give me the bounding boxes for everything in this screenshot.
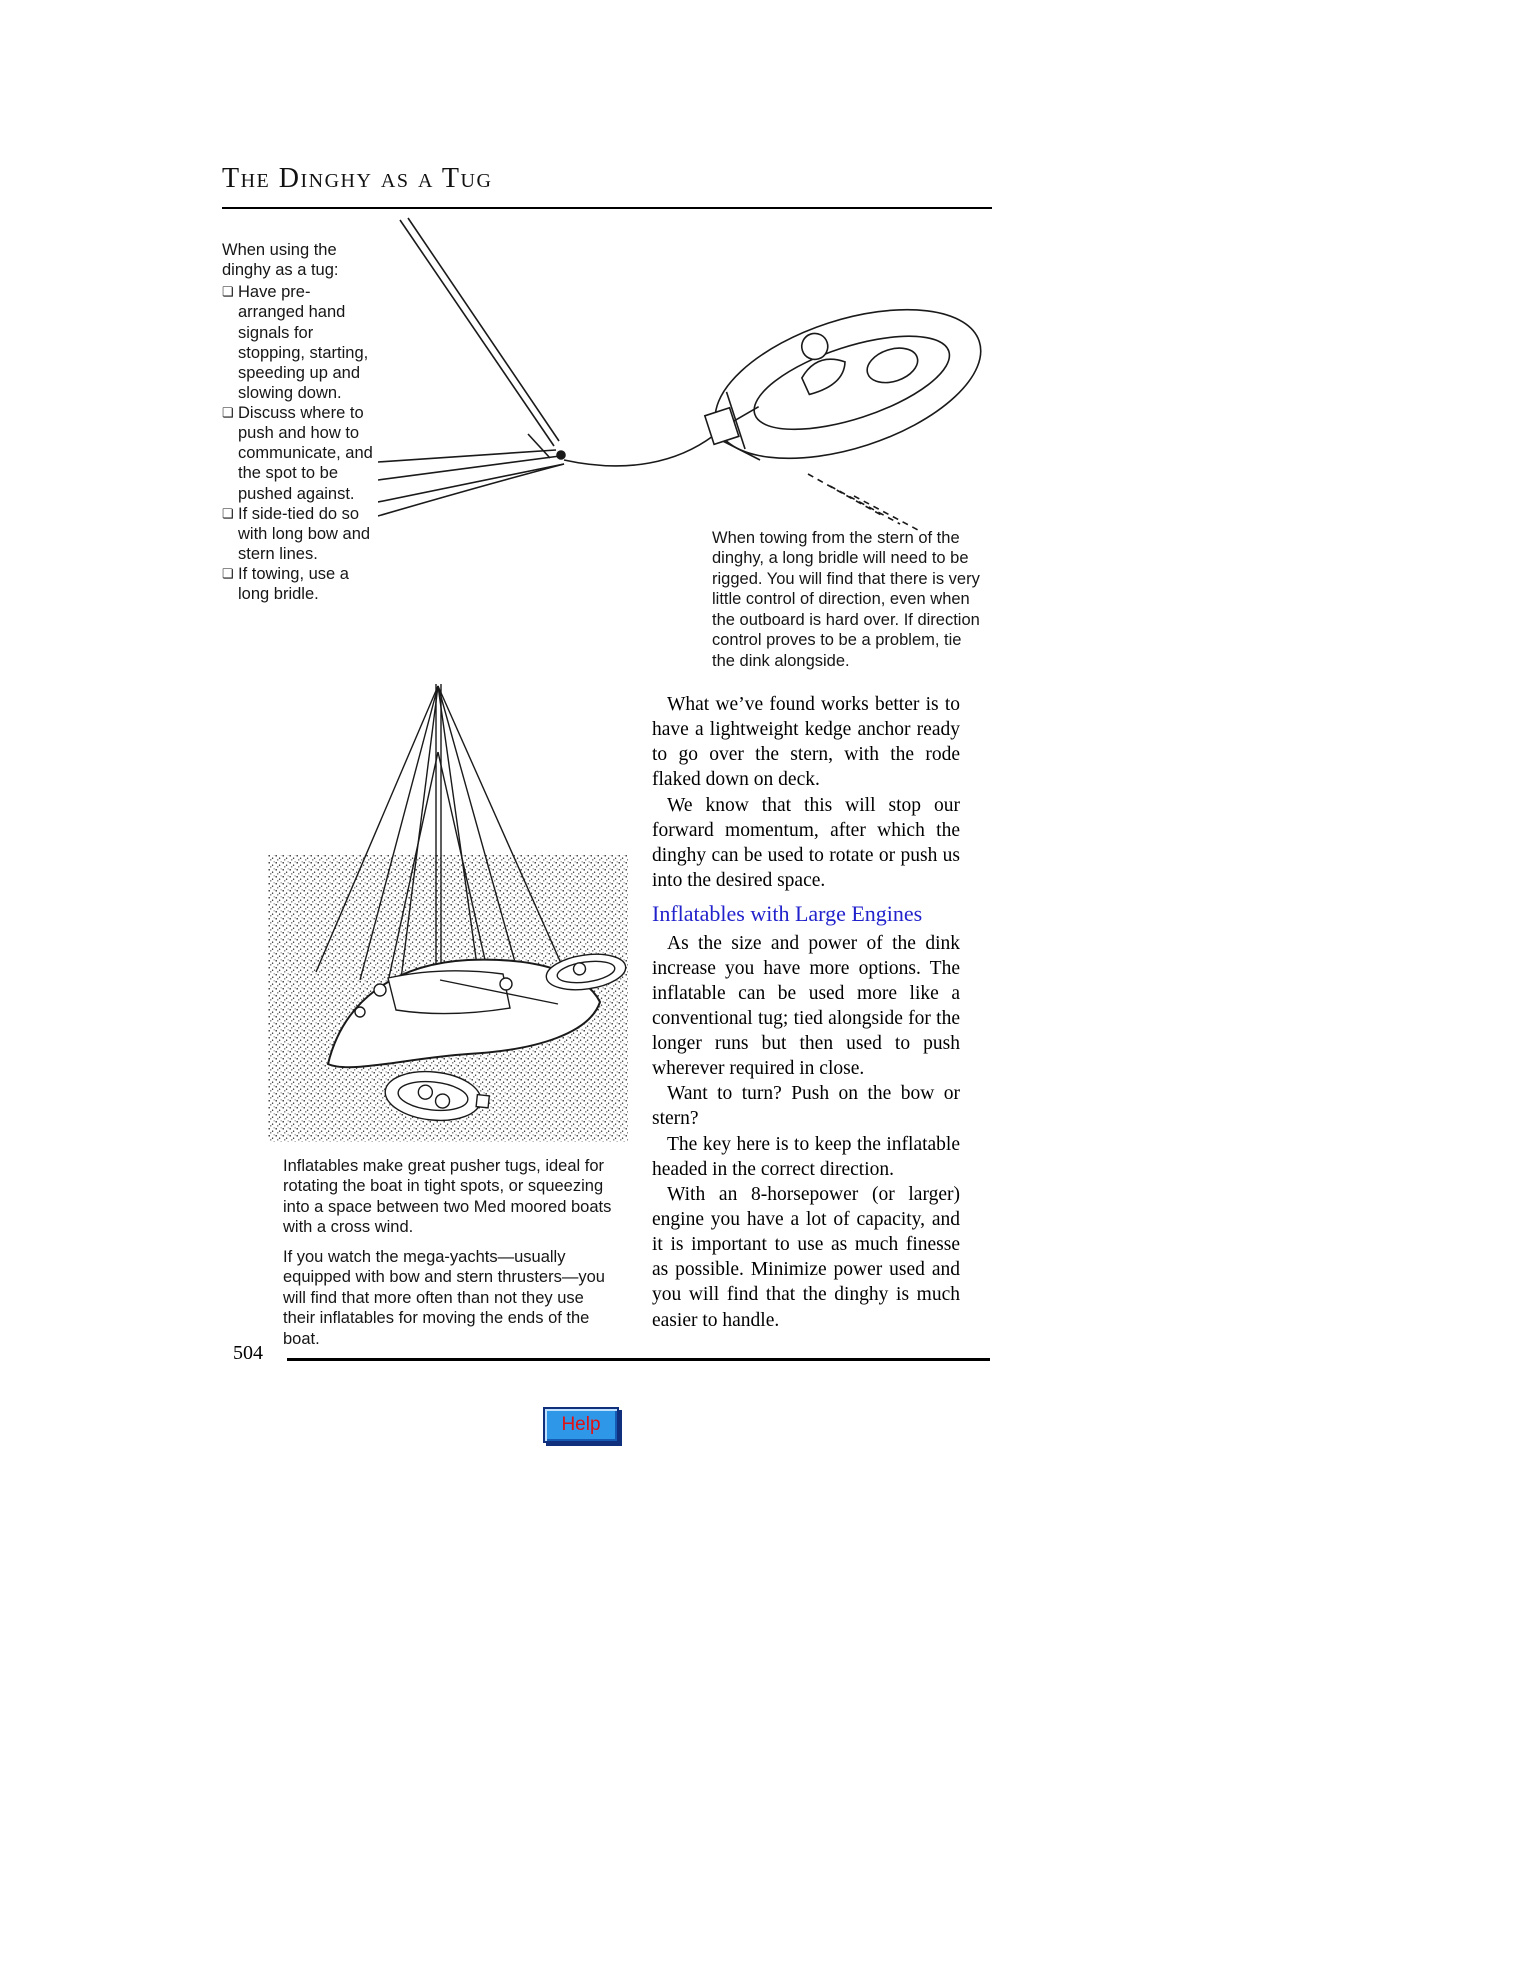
sidebar-intro: When using the dinghy as a tug:	[222, 241, 339, 280]
checklist-item-text: If side-tied do so with long bow and stern lines.	[238, 504, 371, 563]
checklist-item-text: Discuss where to push and how to communicate, and the spot to be pushed against.	[238, 404, 373, 503]
article-column	[652, 692, 960, 1333]
inflatable-dinghy	[689, 280, 994, 489]
checkbox-bullet-icon: ❏	[222, 505, 234, 521]
article-paragraph: Want to turn? Push on the bow or stern?	[652, 1083, 960, 1130]
wake-lines	[808, 474, 918, 530]
towing-caption-text: When towing from the stern of the dinghy, a long bridle will need to be rigged. You will find that there is very little control of direction, even when the outboard is hard over. If direction control proves to be a problem, tie the dink alongside.	[712, 529, 980, 670]
header-rule	[222, 207, 992, 209]
towing-illustration	[378, 212, 994, 564]
sidebar-notes	[222, 240, 374, 604]
towed-boat-bow	[378, 218, 565, 516]
checklist-item-text: If towing, use a long bridle.	[238, 565, 349, 604]
towline	[564, 436, 713, 466]
article-paragraph: We know that this will stop our forward momentum, after which the dinghy can be used to rotate or push us into the desired space.	[652, 794, 960, 891]
towing-caption	[712, 528, 982, 671]
checklist-item	[222, 403, 374, 504]
pusher-caption-text-2: If you watch the mega-yachts—usually equipped with bow and stern thrusters—you will find that more often than not they use their inflatables for moving the ends of the boat.	[283, 1247, 605, 1348]
article-paragraph: With an 8-horsepower (or larger) engine you have a lot of capacity, and it is important to use as much finesse as possible. Minimize power used and you will find that the dinghy is much easier to handle.	[652, 1183, 960, 1331]
pusher-caption-text-1: Inflatables make great pusher tugs, ideal for rotating the boat in tight spots, or squeezing into a space between two Med moored boats with a cross wind.	[283, 1157, 612, 1237]
checklist-item	[222, 564, 374, 604]
checkbox-bullet-icon: ❏	[222, 566, 234, 581]
article-paragraph: What we’ve found works better is to have a lightweight kedge anchor ready to go over the stern, with the rode flaked down on deck.	[652, 694, 960, 791]
checklist-item-text: Have pre-arranged hand signals for stopping, starting, speeding up and slowing down.	[238, 283, 369, 402]
help-button[interactable]: Help	[543, 1407, 619, 1443]
page-title: The Dinghy as a Tug	[222, 163, 493, 194]
section-heading: Inflatables with Large Engines	[652, 901, 923, 927]
page-number: 504	[233, 1342, 263, 1364]
checklist-item	[222, 282, 374, 403]
article-paragraph: As the size and power of the dink increase you have more options. The inflatable can be used more like a conventional tug; tied alongside for the longer runs but then used to push wherever required in close.	[652, 932, 960, 1080]
pusher-illustration	[268, 672, 628, 1142]
footer-rule	[287, 1358, 990, 1361]
checklist-item	[222, 504, 374, 564]
checkbox-bullet-icon: ❏	[222, 284, 234, 300]
article-paragraph: The key here is to keep the inflatable headed in the correct direction.	[652, 1133, 960, 1180]
pusher-caption	[283, 1156, 615, 1349]
checkbox-bullet-icon: ❏	[222, 405, 234, 420]
